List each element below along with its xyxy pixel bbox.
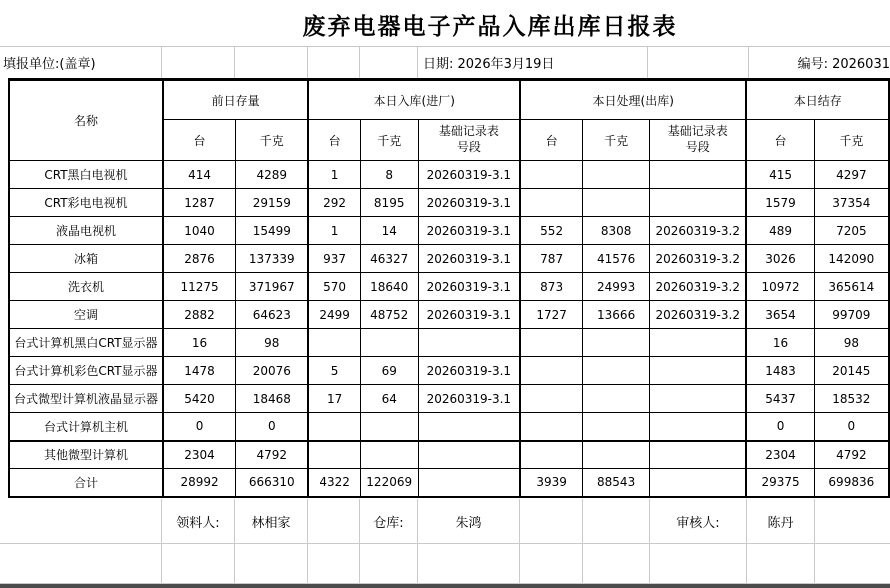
table-cell[interactable]: 570: [308, 273, 360, 301]
window-bottom-edge: [0, 584, 890, 588]
table-row: [9, 357, 889, 385]
table-row: [9, 273, 889, 301]
table-cell[interactable]: 142090: [814, 245, 889, 273]
row-label[interactable]: CRT彩电电视机: [9, 189, 163, 217]
col-header-units[interactable]: 台: [308, 120, 360, 161]
table-row: [9, 245, 889, 273]
table-cell[interactable]: 14: [360, 217, 418, 245]
table-cell[interactable]: 11275: [163, 273, 236, 301]
table-cell[interactable]: 122069: [360, 469, 418, 497]
table-cell[interactable]: [583, 413, 650, 441]
col-header-record-range-text: 基础记录表号段: [438, 124, 499, 154]
table-cell[interactable]: 1579: [746, 189, 814, 217]
table-cell[interactable]: 137339: [236, 245, 309, 273]
table-cell[interactable]: [583, 385, 650, 413]
table-cell[interactable]: 2304: [746, 441, 814, 469]
col-header-units[interactable]: 台: [520, 120, 583, 161]
table-cell[interactable]: [650, 161, 747, 189]
table-row: [9, 413, 889, 441]
grid-cell[interactable]: [0, 544, 162, 583]
grid-cell[interactable]: [418, 544, 520, 583]
table-cell[interactable]: 20260319-3.2: [650, 217, 747, 245]
table-cell[interactable]: 20260319-3.1: [418, 217, 520, 245]
row-label[interactable]: 合计: [9, 469, 163, 497]
report-title: 废弃电器电子产品入库出库日报表: [302, 14, 678, 40]
col-header-record-range[interactable]: [650, 120, 747, 161]
row-label[interactable]: 台式微型计算机液晶显示器: [9, 385, 163, 413]
table-cell[interactable]: 8: [360, 161, 418, 189]
table-cell[interactable]: 17: [308, 385, 360, 413]
table-cell[interactable]: [583, 441, 650, 469]
table-cell[interactable]: 4792: [814, 441, 889, 469]
row-label[interactable]: CRT黑白电视机: [9, 161, 163, 189]
table-cell[interactable]: 20260319-3.1: [418, 245, 520, 273]
table-cell[interactable]: 489: [746, 217, 814, 245]
table-cell[interactable]: [418, 329, 520, 357]
grid-cell[interactable]: [815, 544, 890, 583]
table-cell[interactable]: 4289: [236, 161, 309, 189]
table-cell[interactable]: [520, 385, 583, 413]
table-cell[interactable]: [308, 329, 360, 357]
warehouse-name-cell[interactable]: 朱鸿: [418, 499, 520, 543]
col-header-kg[interactable]: 千克: [360, 120, 418, 161]
table-cell[interactable]: 20076: [236, 357, 309, 385]
table-cell[interactable]: 8195: [360, 189, 418, 217]
table-cell[interactable]: 69: [360, 357, 418, 385]
table-cell[interactable]: 18532: [814, 385, 889, 413]
table-cell[interactable]: 873: [520, 273, 583, 301]
table-cell[interactable]: [360, 441, 418, 469]
table-row: [9, 217, 889, 245]
table-cell[interactable]: 20260319-3.2: [650, 273, 747, 301]
table-cell[interactable]: [520, 161, 583, 189]
table-cell[interactable]: 2304: [163, 441, 236, 469]
table-cell[interactable]: 1483: [746, 357, 814, 385]
table-cell[interactable]: 98: [236, 329, 309, 357]
table-cell[interactable]: 1: [308, 161, 360, 189]
table-row: [9, 161, 889, 189]
serial-number-cell[interactable]: 编号: 2026031: [797, 57, 890, 72]
row-label[interactable]: 台式计算机黑白CRT显示器: [9, 329, 163, 357]
warehouse-label-cell[interactable]: 仓库:: [360, 499, 418, 543]
table-cell[interactable]: 64: [360, 385, 418, 413]
grid-cell[interactable]: [308, 47, 360, 78]
table-cell[interactable]: 3026: [746, 245, 814, 273]
table-cell[interactable]: [650, 469, 747, 497]
col-header-kg[interactable]: 千克: [583, 120, 650, 161]
table-cell[interactable]: [650, 189, 747, 217]
table-cell[interactable]: 2882: [163, 301, 236, 329]
info-row: [0, 46, 890, 78]
grid-cell[interactable]: [235, 47, 308, 78]
col-header-record-range-text: 基础记录表号段: [667, 124, 728, 154]
table-cell[interactable]: 20260319-3.1: [418, 161, 520, 189]
table-cell[interactable]: 20260319-3.1: [418, 189, 520, 217]
col-header-kg[interactable]: 千克: [236, 120, 309, 161]
total-row: [9, 469, 889, 497]
table-cell[interactable]: 699836: [814, 469, 889, 497]
table-row: [9, 189, 889, 217]
table-cell[interactable]: 13666: [583, 301, 650, 329]
table-cell[interactable]: [360, 329, 418, 357]
table-cell[interactable]: 552: [520, 217, 583, 245]
grid-cell[interactable]: [648, 47, 749, 78]
table-cell[interactable]: [583, 161, 650, 189]
table-cell[interactable]: 3939: [520, 469, 583, 497]
row-label[interactable]: 洗衣机: [9, 273, 163, 301]
table-row: [9, 441, 889, 469]
table-cell[interactable]: [650, 385, 747, 413]
table-cell[interactable]: 0: [814, 413, 889, 441]
table-cell[interactable]: [650, 329, 747, 357]
report-table: [8, 78, 890, 498]
row-label[interactable]: 冰箱: [9, 245, 163, 273]
table-cell[interactable]: 1040: [163, 217, 236, 245]
table-cell[interactable]: 24993: [583, 273, 650, 301]
table-cell[interactable]: 1287: [163, 189, 236, 217]
picker-name-cell[interactable]: 林相家: [235, 499, 308, 543]
table-cell[interactable]: 46327: [360, 245, 418, 273]
col-header-record-range[interactable]: [418, 120, 520, 161]
table-cell[interactable]: 4322: [308, 469, 360, 497]
group-header-inbound-today[interactable]: 本日入库(进厂): [308, 80, 520, 120]
group-header-outbound-today[interactable]: 本日处理(出库): [520, 80, 746, 120]
table-cell[interactable]: [308, 441, 360, 469]
table-cell[interactable]: 4792: [236, 441, 309, 469]
table-cell[interactable]: 0: [236, 413, 309, 441]
table-cell[interactable]: [360, 413, 418, 441]
table-cell[interactable]: [583, 329, 650, 357]
table-row: [9, 301, 889, 329]
row-label[interactable]: 台式计算机彩色CRT显示器: [9, 357, 163, 385]
col-header-kg[interactable]: 千克: [814, 120, 889, 161]
header-row-groups: [9, 80, 889, 120]
grid-cell[interactable]: [235, 544, 308, 583]
picker-label-cell[interactable]: 领料人:: [162, 499, 235, 543]
table-cell[interactable]: 666310: [236, 469, 309, 497]
table-cell[interactable]: 64623: [236, 301, 309, 329]
table-cell[interactable]: 41576: [583, 245, 650, 273]
table-cell[interactable]: 15499: [236, 217, 309, 245]
table-cell[interactable]: 371967: [236, 273, 309, 301]
grid-cell[interactable]: [308, 499, 360, 543]
table-cell[interactable]: [418, 469, 520, 497]
table-cell[interactable]: [520, 329, 583, 357]
table-cell[interactable]: [418, 413, 520, 441]
table-cell[interactable]: 20260319-3.1: [418, 301, 520, 329]
table-cell[interactable]: 48752: [360, 301, 418, 329]
table-cell[interactable]: 18640: [360, 273, 418, 301]
grid-cell[interactable]: [0, 499, 162, 543]
table-cell[interactable]: [308, 413, 360, 441]
table-row: [9, 329, 889, 357]
table-cell[interactable]: 16: [746, 329, 814, 357]
table-cell[interactable]: 16: [163, 329, 236, 357]
table-cell[interactable]: 5437: [746, 385, 814, 413]
row-label[interactable]: 液晶电视机: [9, 217, 163, 245]
table-cell[interactable]: 99709: [814, 301, 889, 329]
date-cell[interactable]: 日期: 2026年3月19日: [418, 47, 648, 78]
table-cell[interactable]: 4297: [814, 161, 889, 189]
table-cell[interactable]: 98: [814, 329, 889, 357]
row-label[interactable]: 其他微型计算机: [9, 441, 163, 469]
table-cell[interactable]: 415: [746, 161, 814, 189]
table-cell[interactable]: 10972: [746, 273, 814, 301]
table-cell[interactable]: 1478: [163, 357, 236, 385]
table-cell[interactable]: 937: [308, 245, 360, 273]
table-cell[interactable]: 8308: [583, 217, 650, 245]
table-cell[interactable]: 7205: [814, 217, 889, 245]
table-cell[interactable]: 2876: [163, 245, 236, 273]
table-cell[interactable]: 5420: [163, 385, 236, 413]
col-header-name[interactable]: 名称: [9, 80, 163, 161]
table-cell[interactable]: 787: [520, 245, 583, 273]
table-cell[interactable]: [520, 357, 583, 385]
reporting-unit-cell[interactable]: 填报单位:(盖章): [0, 47, 162, 78]
group-header-previous-stock[interactable]: 前日存量: [163, 80, 309, 120]
grid-cell[interactable]: [308, 544, 360, 583]
table-cell[interactable]: 29375: [746, 469, 814, 497]
grid-cell[interactable]: [162, 47, 235, 78]
table-cell[interactable]: 1: [308, 217, 360, 245]
grid-cell[interactable]: [520, 544, 583, 583]
grid-cell[interactable]: [520, 499, 583, 543]
grid-cell[interactable]: [815, 499, 890, 543]
auditor-name-cell[interactable]: 陈丹: [747, 499, 815, 543]
table-cell[interactable]: 414: [163, 161, 236, 189]
grid-cell[interactable]: [583, 499, 650, 543]
row-label[interactable]: 台式计算机主机: [9, 413, 163, 441]
table-cell[interactable]: 20260319-3.1: [418, 357, 520, 385]
table-cell[interactable]: 37354: [814, 189, 889, 217]
table-cell[interactable]: 5: [308, 357, 360, 385]
table-cell[interactable]: 365614: [814, 273, 889, 301]
table-cell[interactable]: [520, 441, 583, 469]
col-header-units[interactable]: 台: [746, 120, 814, 161]
table-row: [9, 385, 889, 413]
table-cell[interactable]: [520, 413, 583, 441]
table-cell[interactable]: 0: [163, 413, 236, 441]
table-cell[interactable]: 20260319-3.1: [418, 385, 520, 413]
auditor-label-cell[interactable]: 审核人:: [650, 499, 747, 543]
table-cell[interactable]: [418, 441, 520, 469]
table-cell[interactable]: [650, 441, 747, 469]
table-cell[interactable]: 18468: [236, 385, 309, 413]
table-cell[interactable]: 20260319-3.2: [650, 245, 747, 273]
table-cell[interactable]: 3654: [746, 301, 814, 329]
table-cell[interactable]: 292: [308, 189, 360, 217]
table-cell[interactable]: [650, 413, 747, 441]
group-header-balance-today[interactable]: 本日结存: [746, 80, 889, 120]
grid-cell[interactable]: [650, 544, 747, 583]
table-cell[interactable]: 2499: [308, 301, 360, 329]
table-cell[interactable]: [583, 357, 650, 385]
row-label[interactable]: 空调: [9, 301, 163, 329]
table-cell[interactable]: 1727: [520, 301, 583, 329]
table-cell[interactable]: [583, 189, 650, 217]
table-cell[interactable]: 88543: [583, 469, 650, 497]
grid-cell[interactable]: [162, 544, 235, 583]
signature-row: [0, 499, 890, 543]
grid-cell[interactable]: [747, 544, 815, 583]
grid-cell[interactable]: [360, 47, 418, 78]
grid-cell[interactable]: [360, 544, 418, 583]
grid-cell[interactable]: [583, 544, 650, 583]
table-cell[interactable]: 0: [746, 413, 814, 441]
table-cell[interactable]: 29159: [236, 189, 309, 217]
table-cell[interactable]: 28992: [163, 469, 236, 497]
table-header: [9, 80, 889, 161]
table-cell[interactable]: 20260319-3.1: [418, 273, 520, 301]
table-cell[interactable]: [520, 189, 583, 217]
col-header-units[interactable]: 台: [163, 120, 236, 161]
table-body: [9, 161, 889, 497]
table-cell[interactable]: 20145: [814, 357, 889, 385]
table-cell[interactable]: [650, 357, 747, 385]
empty-grid-row: [0, 543, 890, 584]
table-cell[interactable]: 20260319-3.2: [650, 301, 747, 329]
